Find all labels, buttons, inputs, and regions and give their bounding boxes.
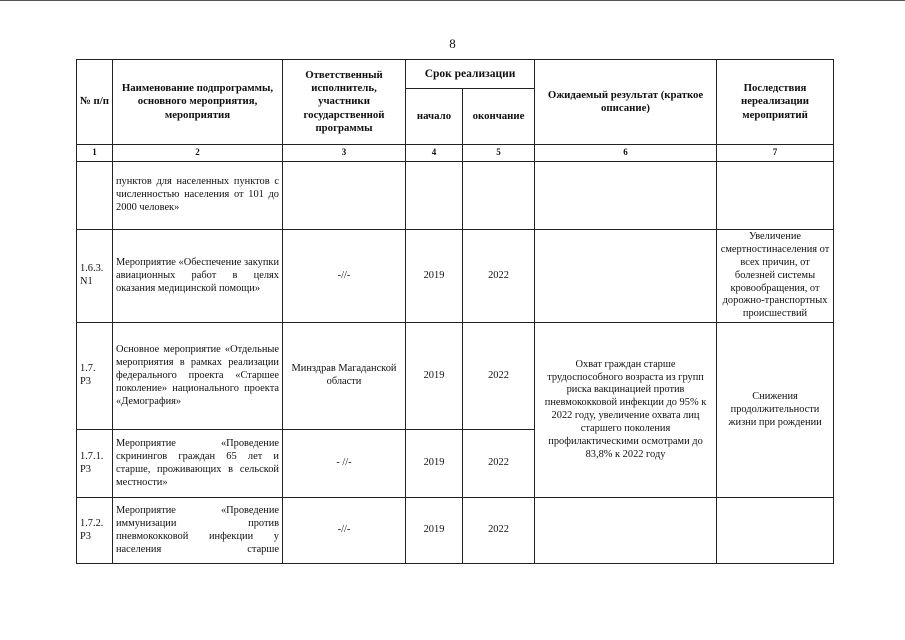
row-start: 2019 xyxy=(406,230,463,323)
row-executor: Минздрав Магаданской области xyxy=(283,323,406,430)
row-result xyxy=(535,162,717,230)
table-row xyxy=(77,323,834,430)
table-row xyxy=(77,230,834,323)
row-number: 1.7.1. Р3 xyxy=(77,430,113,498)
row-result xyxy=(535,230,717,323)
header-name: Наименование подпрограммы, основного мероприятия, мероприятия xyxy=(113,60,283,145)
row-name: Мероприятие «Обеспечение закупки авиационных работ в целях оказания медицинской помощи» xyxy=(113,230,283,323)
row-consequence xyxy=(717,498,834,564)
row-number: 1.7. Р3 xyxy=(77,323,113,430)
row-name: Основное мероприятие «Отдельные мероприятия в рамках реализации федерального проекта «Старшее поколение» национального проекта «Демография» xyxy=(113,323,283,430)
row-end: 2022 xyxy=(463,430,535,498)
row-start: 2019 xyxy=(406,498,463,564)
row-number: 1.6.3. N1 xyxy=(77,230,113,323)
header-term: Срок реализации xyxy=(406,60,535,89)
row-name: Мероприятие «Проведение скринингов граждан 65 лет и старше, проживающих в сельской местности» xyxy=(113,430,283,498)
row-consequence: Снижения продолжительности жизни при рождении xyxy=(717,323,834,498)
header-consequence: Последствия нереализации мероприятий xyxy=(717,60,834,145)
row-end: 2022 xyxy=(463,230,535,323)
colnum-3: 3 xyxy=(283,145,406,162)
colnum-2: 2 xyxy=(113,145,283,162)
page-number: 8 xyxy=(449,36,456,51)
top-scan-line xyxy=(0,0,905,1)
colnum-7: 7 xyxy=(717,145,834,162)
row-executor xyxy=(283,162,406,230)
row-start: 2019 xyxy=(406,430,463,498)
header-end: окончание xyxy=(463,89,535,145)
row-executor: -//- xyxy=(283,498,406,564)
row-number: 1.7.2. Р3 xyxy=(77,498,113,564)
colnum-1: 1 xyxy=(77,145,113,162)
row-executor: -//- xyxy=(283,230,406,323)
header-result: Ожидаемый результат (краткое описание) xyxy=(535,60,717,145)
table-row xyxy=(77,162,834,230)
row-consequence: Увеличение смертностинаселения от всех причин, от болезней системы кровообращения, от дорожно-транспортных происшествий xyxy=(717,230,834,323)
row-number xyxy=(77,162,113,230)
row-name: пунктов для населенных пунктов с численностью населения от 101 до 2000 человек» xyxy=(113,162,283,230)
row-start: 2019 xyxy=(406,323,463,430)
colnum-6: 6 xyxy=(535,145,717,162)
row-result xyxy=(535,498,717,564)
row-end xyxy=(463,162,535,230)
header-number: № п/п xyxy=(77,60,113,145)
column-numbers-row xyxy=(77,145,834,162)
colnum-5: 5 xyxy=(463,145,535,162)
colnum-4: 4 xyxy=(406,145,463,162)
row-executor: - //- xyxy=(283,430,406,498)
row-result: Охват граждан старше трудоспособного возраста из групп риска вакцинацией против пневмококковой инфекции до 95% к 2022 году, увеличение охвата лиц старшего поколения профилактическими осмотрами до 83,8% к 2022 году xyxy=(535,323,717,498)
row-end: 2022 xyxy=(463,323,535,430)
program-table xyxy=(76,59,834,564)
header-start: начало xyxy=(406,89,463,145)
row-end: 2022 xyxy=(463,498,535,564)
row-consequence xyxy=(717,162,834,230)
header-executor: Ответственный исполнитель, участники государственной программы xyxy=(283,60,406,145)
table-row xyxy=(77,498,834,564)
row-name: Мероприятие «Проведение иммунизации против пневмококковой инфекции у населения старше xyxy=(113,498,283,564)
row-start xyxy=(406,162,463,230)
